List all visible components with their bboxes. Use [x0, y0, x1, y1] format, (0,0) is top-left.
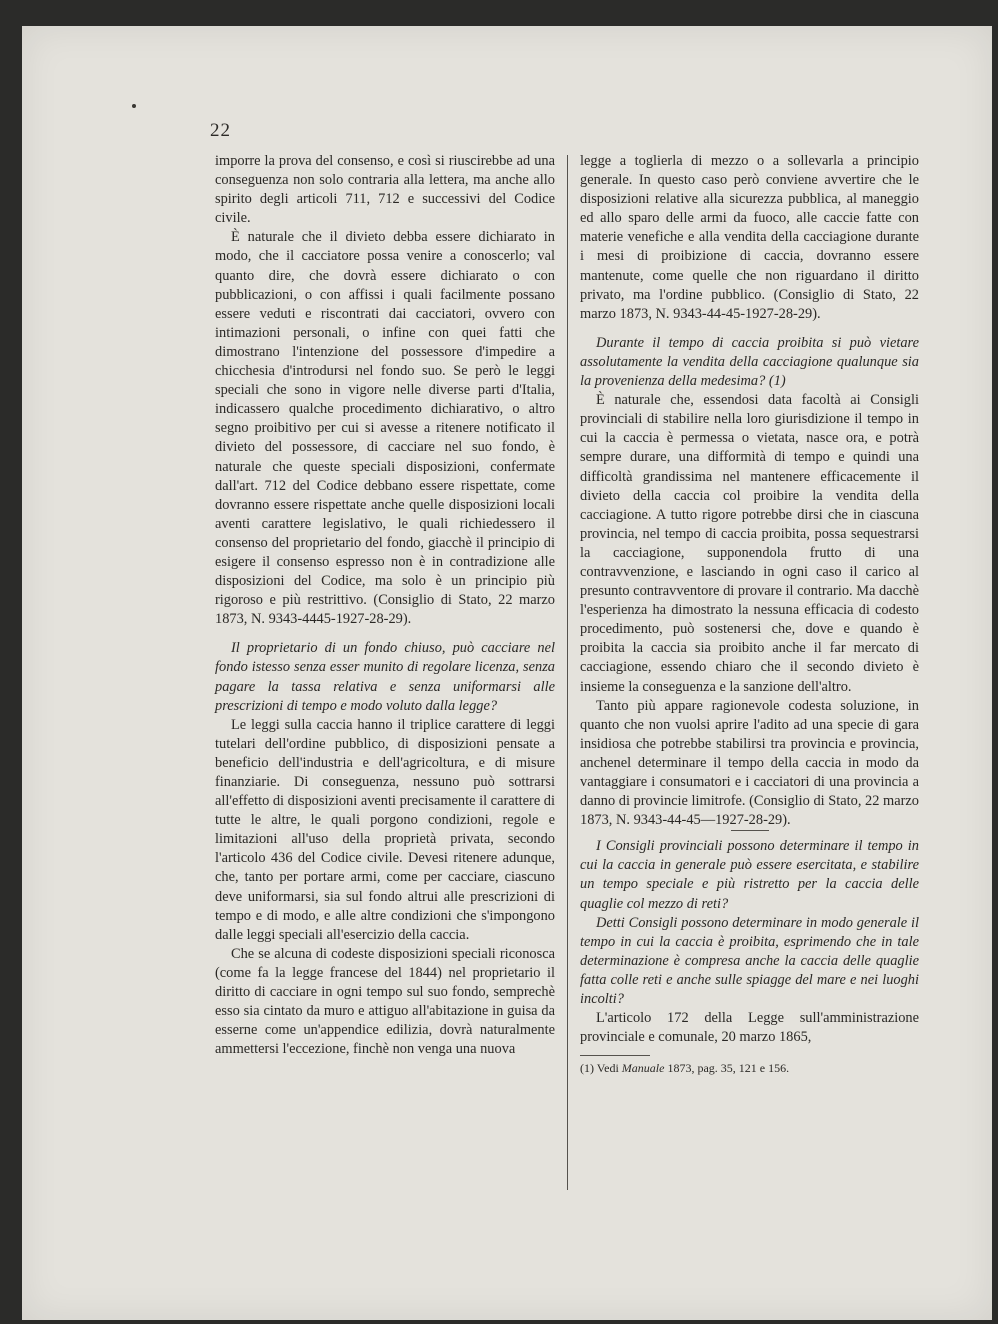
paragraph: Tanto più appare ragionevole codesta soluzione, in quanto che non vuolsi aprire l'adito ad una specie di gara insidiosa che potrebbe stabilirsi tra provincia e provincia, anchenel determinare il tempo della caccia in modo da vantaggiare i consumatori e i cacciatori di una provincia a danno di provincie limitrofe. (Consiglio di Stato, 22 marzo 1873, N. 9343-44-45—1927-28-29).	[580, 697, 919, 829]
paper-speck	[132, 104, 136, 108]
right-column	[580, 152, 919, 1076]
paragraph: L'articolo 172 della Legge sull'amministrazione provinciale e comunale, 20 marzo 1865,	[580, 1010, 919, 1046]
paragraph: È naturale che il divieto debba essere dichiarato in modo, che il cacciatore possa venire a conoscerlo; val quanto dire, che dovrà essere dichiarato o con pubblicazioni, o con affissi i quali facilmente possano essere veduti e riscontrati dai cacciatori, ovvero con intimazioni personali, o infine con quei fatti che dimostrano l'intenzione del possessore d'impedire a chicchesia d'introdursi nel fondo suo. Se però le leggi speciali che sono in vigore nelle diverse parti d'Italia, indicassero qualche procedimento dichiarativo, o altro segno proibitivo per cui si avesse a ritenere notificato il divieto del possessore, di cacciare nel suo fondo, è naturale che queste speciali disposizioni, confermate dall'art. 712 del Codice debbano essere rispettate, come dovranno essere rispettate anche quelle disposizioni locali aventi carattere legislativo, le quali richiedessero il consenso del proprietario del fondo, giacchè il principio di esigere il consenso espresso non è in contradizione alle disposizioni del Codice, ma solo è un principio più rigoroso e più restrittivo. (Consiglio di Stato, 22 marzo 1873, N. 9343-4445-1927-28-29).	[215, 229, 555, 628]
question-heading: Detti Consigli possono determinare in modo generale il tempo in cui la caccia è proibita, esprimendo che in tale determinazione è compresa anche la caccia delle quaglie fatta colle reti e anche sulle spiagge del mare e nei luoghi incolti?	[580, 914, 919, 1008]
paragraph: legge a toglierla di mezzo o a sollevarla a principio generale. In questo caso però conviene avvertire che le disposizioni relative alla sicurezza pubblica, al maneggio ed allo sparo delle armi da fuoco, alle caccie fatte con materie venefiche e alla vendita della cacciagione durante i mesi di proibizione di caccia, dovranno essere mantenute, come quelle che non riguardano il diritto privato, ma l'ordine pubblico. (Consiglio di Stato, 22 marzo 1873, N. 9343-44-45-1927-28-29).	[580, 153, 919, 322]
question-heading: I Consigli provinciali possono determinare il tempo in cui la caccia in generale può essere esercitata, e stabilire un tempo speciale e più ristretto per la caccia delle quaglie col mezzo di reti?	[580, 838, 919, 912]
paragraph: Le leggi sulla caccia hanno il triplice carattere di leggi tutelari dell'ordine pubblico, di disposizioni pensate a beneficio dell'industria e dell'agricoltura, e di misure finanziarie. Di conseguenza, nessuno può sottrarsi all'effetto di disposizioni aventi precisamente il carattere di tutte le altre, le quali porgono condizioni, regole e limitazioni all'uso della proprietà privata, secondo l'articolo 436 del Codice civile. Devesi ritenere adunque, che, tanto per portare armi, come per cacciare, ciascuno deve uniformarsi, sia sul fondo altrui alle prescrizioni di tempo e di modo, e alle altre condizioni che s'impongono dalle leggi speciali all'esercizio della caccia.	[215, 716, 555, 943]
footnote-rule	[580, 1055, 650, 1056]
paragraph: È naturale che, essendosi data facoltà ai Consigli provinciali di stabilire nella loro giurisdizione il tempo in cui la caccia è permessa o vietata, nasce ora, e potrà sempre durare, una difformità di tempo e quindi una difficoltà grandissima nel mantenere efficacemente il divieto della caccia col proibire la vendita della cacciagione. A tutto rigore potrebbe dirsi che in ciascuna provincia, nel tempo di caccia proibita, possa sequestrarsi la cacciagione, supponendola frutto di una contravvenzione, e lasciando in ogni caso il carico al presunto contravventore di provare il contrario. Ma dacchè l'esperienza ha dimostrato la nessuna efficacia di codesto procedimento, può sostenersi che, dove e quando è proibita la caccia sia proibito anche il far mercato di cacciagione, essendo chiaro che il secondo divieto è insieme la conseguenza e la sanzione dell'altro.	[580, 392, 919, 695]
footnote: (1) Vedi Manuale 1873, pag. 35, 121 e 156.	[580, 1061, 790, 1076]
question-heading: Il proprietario di un fondo chiuso, può cacciare nel fondo istesso senza esser munito di regolare licenza, senza pagare la tassa relativa e senza uniformarsi alle prescrizioni di tempo e modo voluto dalla legge?	[215, 640, 555, 714]
left-column	[215, 152, 555, 1059]
question-heading: Durante il tempo di caccia proibita si può vietare assolutamente la vendita della cacciagione qualunque sia la provenienza della medesima? (1)	[580, 334, 919, 390]
paragraph: imporre la prova del consenso, e così si riuscirebbe ad una conseguenza non solo contraria alla lettera, ma anche allo spirito degli articoli 711, 712 e successivi del Codice civile.	[215, 153, 555, 227]
paragraph: Che se alcuna di codeste disposizioni speciali riconosca (come fa la legge francese del 1844) nel proprietario il diritto di cacciare in ogni tempo sul suo fondo, semprechè esso sia cintato da muro e attiguo all'abitazione in guisa da esserne come un'appendice edilizia, dovrà naturalmente ammettersi l'eccezione, finchè non venga una nuova	[215, 945, 555, 1058]
column-divider	[567, 155, 568, 1190]
page-number: 22	[210, 120, 231, 141]
